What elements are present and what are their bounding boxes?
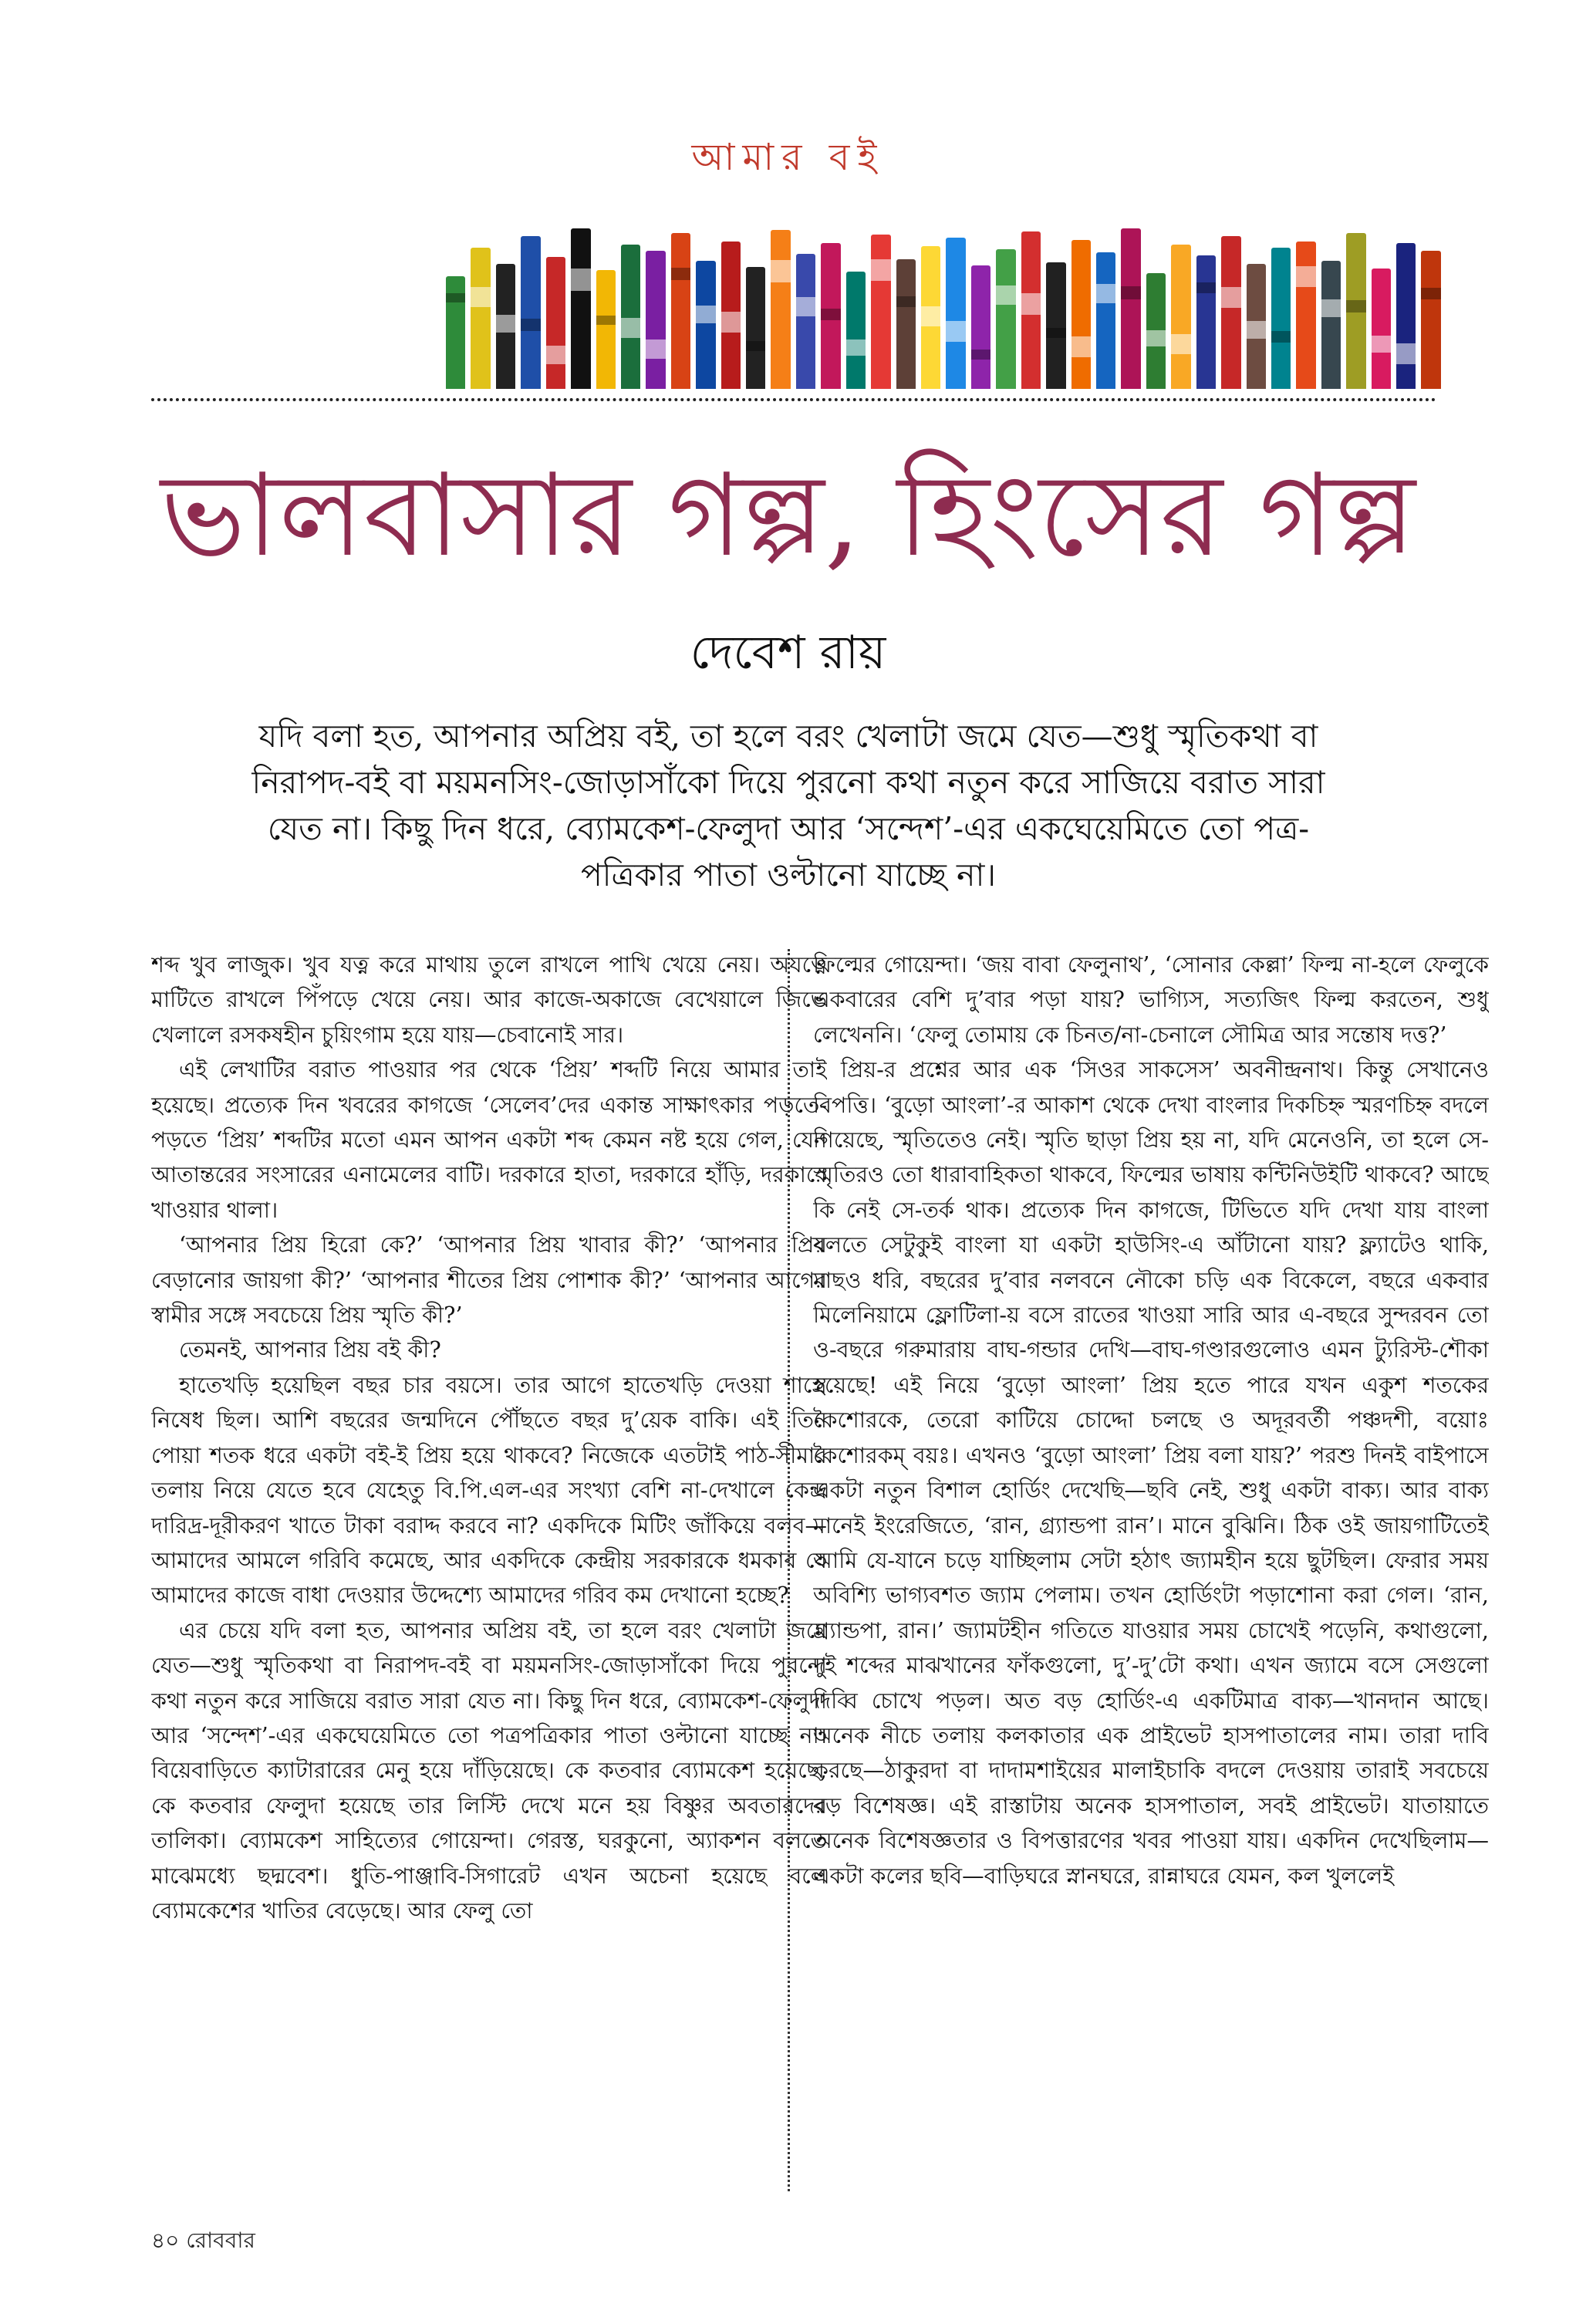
bookshelf-illustration xyxy=(446,228,1441,389)
right-paragraph-1: ফিল্মের গোয়েন্দা। ‘জয় বাবা ফেলুনাথ’, ‘সোনার কেল্লা’ ফিল্ম না-হলে ফেলুকে একবারের বেশি দু’বার পড়া যায়? ভাগ্যিস, সত্যজিৎ ফিল্ম করতেন, শুধু লেখেননি। ‘ফেলু তোমায় কে চিনত/না-চেনালে সৌমিত্র আর সন্তোষ দত্ত?’ xyxy=(813,952,1489,1048)
book-spine xyxy=(546,257,565,389)
book-spine xyxy=(621,245,640,389)
book-spine xyxy=(1021,231,1041,389)
book-spine xyxy=(1372,269,1391,389)
page-folio: ৪০ রোববার xyxy=(151,2228,255,2253)
book-spine xyxy=(1071,240,1091,389)
section-label: আমার বই xyxy=(691,136,885,179)
book-spine xyxy=(446,276,465,389)
book-spine xyxy=(1396,243,1416,389)
book-spine xyxy=(1247,264,1266,389)
book-spine xyxy=(1171,245,1190,389)
book-spine xyxy=(671,233,690,389)
dotted-divider xyxy=(151,398,1436,401)
left-paragraph-2: এই লেখাটির বরাত পাওয়ার পর থেকে ‘প্রিয়’ শব্দটি নিয়ে আমার তাই হয়েছে। প্রত্যেক দিন খবরের কাগজে ‘সেলেব’দের একান্ত সাক্ষাৎকার পড়তে-পড়তে ‘প্রিয়’ শব্দটির মতো এমন আপন একটা শব্দ কেমন নষ্ট হয়ে গেল, যেন আতান্তরের সংসারের এনামেলের বাটি। দরকারে হাতা, দরকারে হাঁড়ি, দরকারে খাওয়ার থালা। xyxy=(151,1057,827,1223)
book-spine xyxy=(996,249,1015,389)
book-spine xyxy=(746,267,765,389)
book-spine xyxy=(471,248,490,389)
book-spine xyxy=(771,230,790,389)
book-spine xyxy=(1296,242,1315,389)
book-spine xyxy=(796,254,815,389)
book-spine xyxy=(1271,248,1291,389)
book-spine xyxy=(721,242,741,389)
left-paragraph-4: তেমনই, আপনার প্রিয় বই কী? xyxy=(179,1337,441,1363)
book-spine xyxy=(646,251,665,389)
book-spine xyxy=(871,235,890,389)
intro-paragraph: যদি বলা হত, আপনার অপ্রিয় বই, তা হলে বরং খেলাটা জমে যেত—শুধু স্মৃতিকথা বা নিরাপদ-বই বা ময়মনসিং-জোড়াসাঁকো দিয়ে পুরনো কথা নতুন করে সাজিয়ে বরাত সারা যেত না। কিছু দিন ধরে, ব্যোমকেশ-ফেলুদা আর ‘সন্দেশ’-এর একঘেয়েমিতে তো পত্র-পত্রিকার পাতা ওল্টানো যাচ্ছে না। xyxy=(251,718,1325,893)
book-spine xyxy=(596,270,616,389)
book-spine xyxy=(1346,233,1365,389)
left-paragraph-3: ‘আপনার প্রিয় হিরো কে?’ ‘আপনার প্রিয় খাবার কী?’ ‘আপনার প্রিয় বেড়ানোর জায়গা কী?’ ‘আপনার শীতের প্রিয় পোশাক কী?’ ‘আপনার আগের স্বামীর সঙ্গে সবচেয়ে প্রিয় স্মৃতি কী?’ xyxy=(151,1232,827,1329)
book-spine xyxy=(1196,255,1216,389)
book-spine xyxy=(1421,251,1440,389)
book-spine xyxy=(946,238,965,389)
right-column xyxy=(813,948,1489,2197)
book-spine xyxy=(1096,252,1115,389)
book-spine xyxy=(496,264,515,389)
book-spine xyxy=(1321,261,1341,389)
book-spine xyxy=(1121,228,1140,389)
author-name: দেবেশ রায় xyxy=(690,626,886,680)
book-spine xyxy=(971,265,990,389)
article-title: ভালবাসার গল্প, হিংসের গল্প xyxy=(160,449,1416,582)
book-spine xyxy=(1146,273,1166,389)
book-spine xyxy=(846,272,866,389)
book-spine xyxy=(1221,236,1240,389)
book-spine xyxy=(896,259,916,389)
book-spine xyxy=(921,246,940,389)
right-paragraph-2: প্রিয়-র প্রশ্নের আর এক ‘সিওর সাকসেস’ অবনীন্দ্রনাথ। কিন্তু সেখানেও বিপত্তি। ‘বুড়ো আংলা’-র আকাশ থেকে দেখা বাংলার দিকচিহ্ন স্মরণচিহ্ন বদলে গিয়েছে, স্মৃতিতেও নেই। স্মৃতি ছাড়া প্রিয় হয় না, যদি মেনেওনি, তা হলে সে-স্মৃতিরও তো ধারাবাহিকতা থাকবে, ফিল্মের ভাষায় কন্টিনিউইটি থাকবে? আছে কি নেই সে-তর্ক থাক। প্রত্যেক দিন কাগজে, টিভিতে যদি দেখা যায় বাংলা বলতে সেটুকুই বাংলা যা একটা হাউসিং-এ আঁটানো যায়? ফ্ল্যাটেও থাকি, মাছও ধরি, বছরের দু’বার নলবনে নৌকো চড়ি এক বিকেলে, বছরে একবার মিলেনিয়ামে ফ্লোটিলা-য় বসে রাতের খাওয়া সারি আর এ-বছরে সুন্দরবন তো ও-বছরে গরুমারায় বাঘ-গন্ডার দেখি—বাঘ-গণ্ডারগুলোও এমন ট্যুরিস্ট-শৌকা হয়েছে! এই নিয়ে ‘বুড়ো আংলা’ প্রিয় হতে পারে যখন একুশ শতকের কৈশোরকে, তেরো কাটিয়ে চোদ্দো চলছে ও অদূরবর্তী পঞ্চদশী, বয়োঃ কৈশোরকম্ বয়ঃ। এখনও ‘বুড়ো আংলা’ প্রিয় বলা যায়?’ পরশু দিনই বাইপাসে একটা নতুন বিশাল হোর্ডিং দেখেছি—ছবি নেই, শুধু একটা বাক্য। আর বাক্য মানেই ইংরেজিতে, ‘রান, গ্র্যান্ডপা রান’। মানে বুঝিনি। ঠিক ওই জায়গাটিতেই আমি যে-যানে চড়ে যাচ্ছিলাম সেটা হঠাৎ জ্যামহীন হয়ে ছুটছিল। ফেরার সময় অবিশ্যি ভাগ্যবশত জ্যাম পেলাম। তখন হোর্ডিংটা পড়াশোনা করা গেল। ‘রান, গ্র্যান্ডপা, রান।’ জ্যামটহীন গতিতে যাওয়ার সময় চোখেই পড়েনি, কথাগুলো, দুই শব্দের মাঝখানের ফাঁকগুলো, দু’-দু’টো কথা। এখন জ্যামে বসে সেগুলো দিব্বি চোখে পড়ল। অত বড় হোর্ডিং-এ একটিমাত্র বাক্য—খানদান আছে। অনেক নীচে তলায় কলকাতার এক প্রাইভেট হাসপাতালের নাম। তারা দাবি করছে—ঠাকুরদা বা দাদামশাইয়ের মালাইচাকি বদলে দেওয়ায় তারাই সবচেয়ে বড় বিশেষজ্ঞ। এই রাস্তাটায় অনেক হাসপাতাল, সবই প্রাইভেট। যাতায়াতে অনেক বিশেষজ্ঞতার ও বিপত্তারণের খবর পাওয়া যায়। একদিন দেখেছিলাম—একটা কলের ছবি—বাড়িঘরে স্নানঘরে, রান্নাঘরে যেমন, কল খুললেই xyxy=(813,1057,1489,1889)
book-spine xyxy=(571,228,590,389)
book-spine xyxy=(521,236,540,389)
book-spine xyxy=(1046,262,1065,389)
book-spine xyxy=(821,243,840,389)
left-paragraph-6: এর চেয়ে যদি বলা হত, আপনার অপ্রিয় বই, তা হলে বরং খেলাটা জমে যেত—শুধু স্মৃতিকথা বা নিরাপদ-বই বা ময়মনসিং-জোড়াসাঁকো দিয়ে পুরনো কথা নতুন করে সাজিয়ে বরাত সারা যেত না। কিছু দিন ধরে, ব্যোমকেশ-ফেলুদা আর ‘সন্দেশ’-এর একঘেয়েমিতে তো পত্রপত্রিকার পাতা ওল্টানো যাচ্ছে না। বিয়েবাড়িতে ক্যাটারারের মেনু হয়ে দাঁড়িয়েছে। কে কতবার ব্যোমকেশ হয়েছে, কে কতবার ফেলুদা হয়েছে তার লিস্টি দেখে মনে হয় বিষ্ণুর অবতারদের তালিকা। ব্যোমকেশ সাহিত্যের গোয়েন্দা। গেরস্ত, ঘরকুনো, অ্যাকশন বলতে মাঝেমধ্যে ছদ্মবেশ। ধুতি-পাঞ্জাবি-সিগারেট এখন অচেনা হয়েছে বলে ব্যোমকেশের খাতির বেড়েছে। আর ফেলু তো xyxy=(151,1617,827,1924)
left-paragraph-5: হাতেখড়ি হয়েছিল বছর চার বয়সে। তার আগে হাতেখড়ি দেওয়া শাস্ত্রে নিষেধ ছিল। আশি বছরের জন্মদিনে পৌঁছতে বছর দু’য়েক বাকি। এই তিন পোয়া শতক ধরে একটা বই-ই প্রিয় হয়ে থাকবে? নিজেকে এতটাই পাঠ-সীমার তলায় নিয়ে যেতে হবে যেহেতু বি.পি.এল-এর সংখ্যা বেশি না-দেখালে কেন্দ্র দারিদ্র-দূরীকরণ খাতে টাকা বরাদ্দ করবে না? একদিকে মিটিং জাঁকিয়ে বলব—আমাদের আমলে গরিবি কমেছে, আর একদিকে কেন্দ্রীয় সরকারকে ধমকাব যে আমাদের কাজে বাধা দেওয়ার উদ্দেশ্যে আমাদের গরিব কম দেখানো হচ্ছে? xyxy=(151,1372,827,1609)
left-paragraph-1: শব্দ খুব লাজুক। খুব যত্ন করে মাথায় তুলে রাখলে পাখি খেয়ে নেয়। অযত্নে মাটিতে রাখলে পিঁপড়ে খেয়ে নেয়। আর কাজে-অকাজে বেখেয়ালে জিভে খেলালে রসকষহীন চুয়িংগাম হয়ে যায়—চেবানোই সার। xyxy=(151,952,827,1048)
left-column xyxy=(151,948,827,2197)
column-divider xyxy=(788,949,790,2191)
book-spine xyxy=(696,261,715,389)
